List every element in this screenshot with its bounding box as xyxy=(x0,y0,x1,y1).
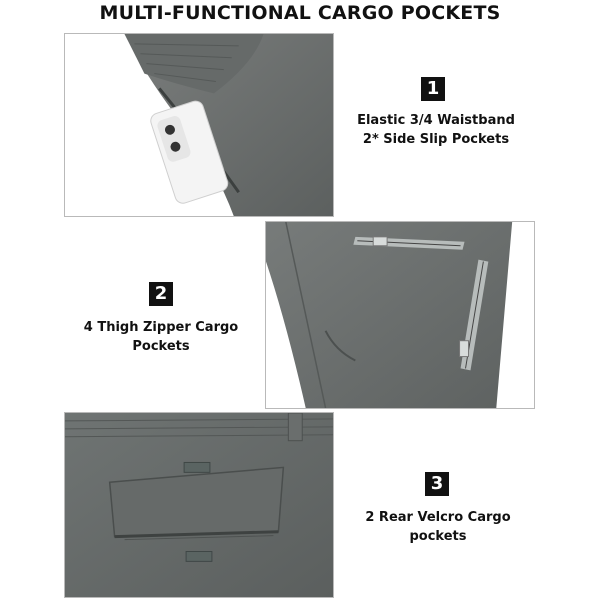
feature-1-line-1: Elastic 3/4 Waistband xyxy=(357,113,515,128)
thigh-zipper-photo xyxy=(265,221,535,409)
feature-3-line-1: 2 Rear Velcro Cargo xyxy=(365,510,511,525)
feature-1-line-2: 2* Side Slip Pockets xyxy=(362,132,510,147)
feature-3-caption xyxy=(352,508,524,546)
rear-velcro-photo xyxy=(64,412,334,598)
feature-2-line-2: Pockets xyxy=(132,339,190,354)
feature-2-caption xyxy=(72,318,250,356)
feature-1-number: 1 xyxy=(421,77,445,101)
feature-1-caption xyxy=(348,111,524,149)
feature-2-number: 2 xyxy=(149,282,173,306)
waistband-photo xyxy=(64,33,334,217)
page-title: MULTI-FUNCTIONAL CARGO POCKETS xyxy=(99,2,501,24)
feature-3-number: 3 xyxy=(425,472,449,496)
feature-2-line-1: 4 Thigh Zipper Cargo xyxy=(83,320,239,335)
feature-3-line-2: pockets xyxy=(409,529,467,544)
